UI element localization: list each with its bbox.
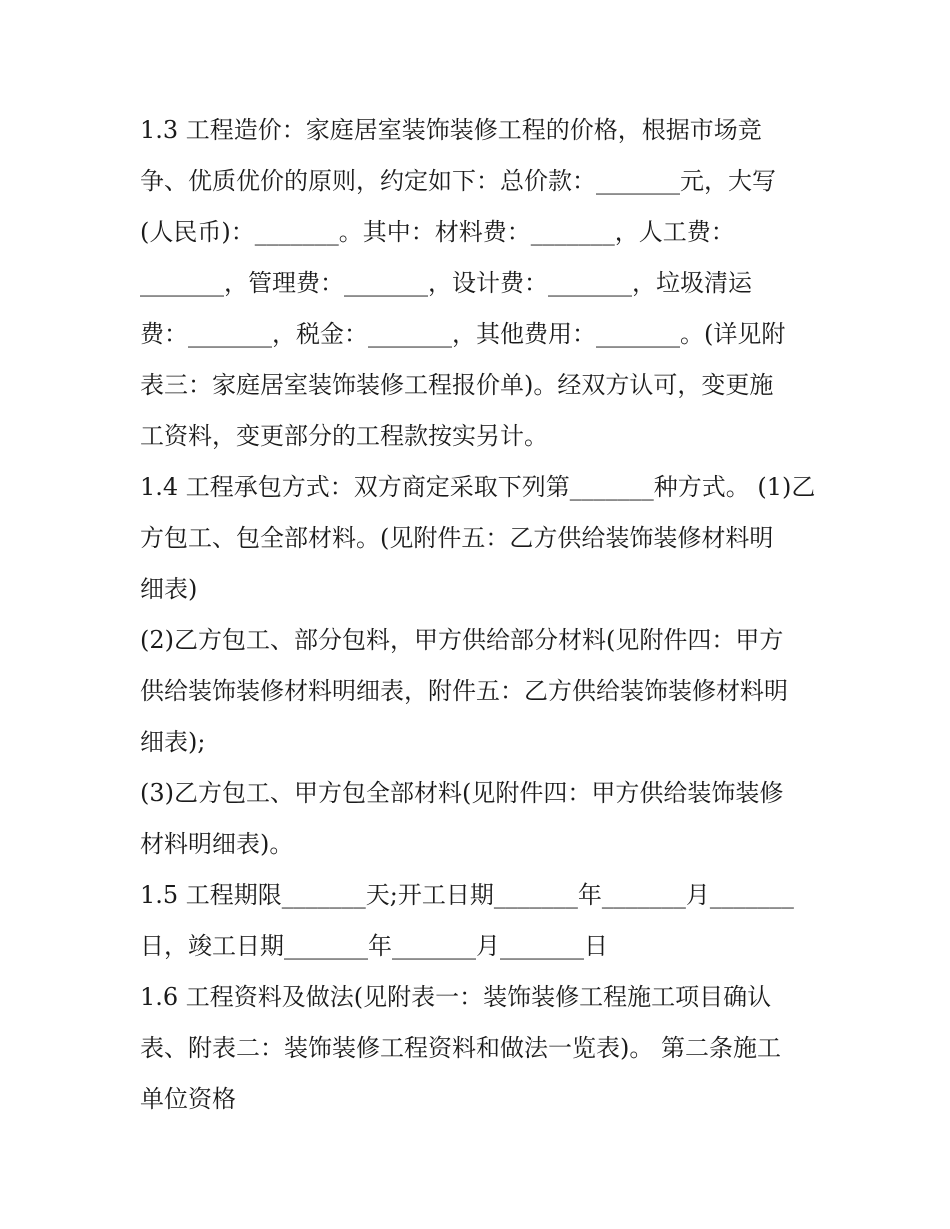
text-line: 细表) [140, 575, 198, 603]
document-body [140, 105, 820, 1125]
text-line: 单位资格 [140, 1085, 236, 1113]
text-line: 表三：家庭居室装饰装修工程报价单)。经双方认可，变更施 [140, 371, 774, 399]
text-line: (人民币)：_______。其中：材料费：_______，人工费： [140, 218, 735, 246]
text-line: 材料明细表)。 [140, 830, 294, 858]
text-line: 表、附表二：装饰装修工程资料和做法一览表)。 第二条施工 [140, 1034, 781, 1062]
text-line: 1.6 工程资料及做法(见附表一：装饰装修工程施工项目确认 [140, 983, 772, 1011]
text-line: 方包工、包全部材料。(见附件五：乙方供给装饰装修材料明 [140, 524, 774, 552]
text-line: 工资料，变更部分的工程款按实另计。 [140, 422, 548, 450]
text-line: 1.3 工程造价：家庭居室装饰装修工程的价格，根据市场竞 [140, 116, 762, 144]
text-line: _______，管理费：_______，设计费：_______，垃圾清运 [140, 269, 752, 297]
text-line: 细表); [140, 728, 206, 756]
text-line: (3)乙方包工、甲方包全部材料(见附件四：甲方供给装饰装修 [140, 779, 784, 807]
text-line: 1.4 工程承包方式：双方商定采取下列第_______种方式。 (1)乙 [140, 473, 816, 501]
text-line: 争、优质优价的原则，约定如下：总价款：_______元，大写 [140, 167, 776, 195]
text-line: 费：_______，税金：_______，其他费用：_______。(详见附 [140, 320, 786, 348]
text-line: 1.5 工程期限_______天;开工日期_______年_______月_______ [140, 881, 794, 909]
text-line: 供给装饰装修材料明细表，附件五：乙方供给装饰装修材料明 [140, 677, 788, 705]
text-line: 日，竣工日期_______年_______月_______日 [140, 932, 608, 960]
text-line: (2)乙方包工、部分包料，甲方供给部分材料(见附件四：甲方 [140, 626, 784, 654]
